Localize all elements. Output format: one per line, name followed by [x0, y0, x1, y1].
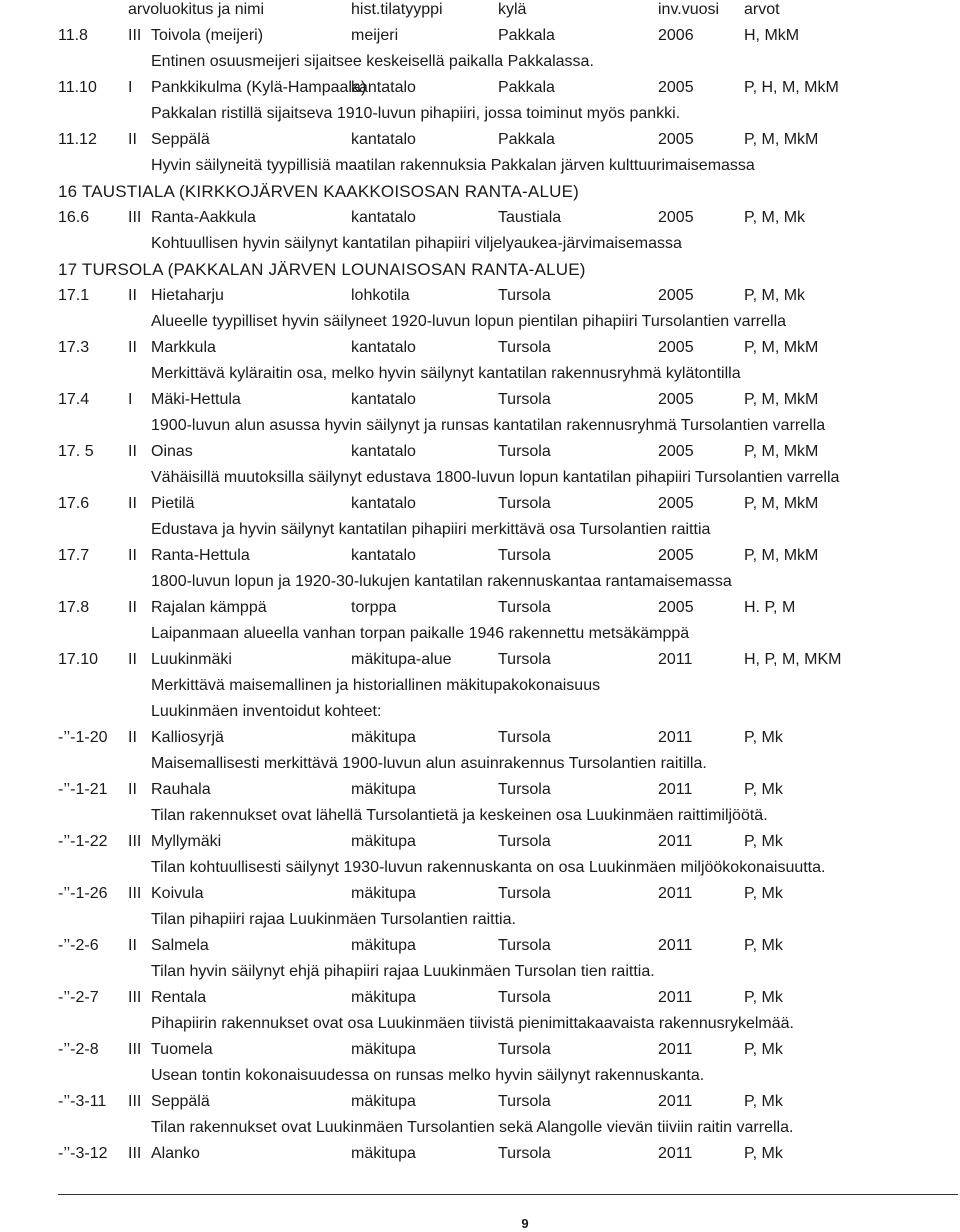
entry-id: -’’-1-26	[58, 885, 108, 902]
entry-year: 2011	[658, 1145, 693, 1162]
header-name: arvoluokitus ja nimi	[128, 1, 265, 18]
entry-village: Tursola	[498, 547, 551, 564]
entry-class: II	[128, 651, 137, 668]
entry-class: III	[128, 27, 142, 44]
entry-name: Seppälä	[151, 1093, 210, 1110]
entry-description: Laipanmaan alueella vanhan torpan paikalle 1946 rakennettu metsäkämppä	[151, 625, 690, 642]
entry-description: Hyvin säilyneitä tyypillisiä maatilan rakennuksia Pakkalan järven kulttuurimaisemassa	[151, 157, 755, 174]
entry-description: Kohtuullisen hyvin säilynyt kantatilan pihapiiri viljelyaukea-järvimaisemassa	[151, 235, 682, 252]
entry-name: Seppälä	[151, 131, 210, 148]
entry-name: Hietaharju	[151, 287, 224, 304]
entry-type: mäkitupa	[351, 1041, 416, 1058]
entry-values: P, Mk	[744, 885, 783, 902]
entry-values: P, M, MkM	[744, 443, 819, 460]
entry-village: Tursola	[498, 885, 551, 902]
entry-values: P, M, Mk	[744, 287, 806, 304]
entry-type: kantatalo	[351, 79, 416, 96]
entry-village: Tursola	[498, 729, 551, 746]
entry-description: 1800-luvun lopun ja 1920-30-lukujen kantatilan rakennuskantaa rantamaisemassa	[151, 573, 732, 590]
entry-village: Tursola	[498, 391, 551, 408]
entry-values: P, Mk	[744, 1041, 783, 1058]
entry-description: Pihapiirin rakennukset ovat osa Luukinmäen tiivistä pienimittakaavaista rakennusrykelmää.	[151, 1015, 794, 1032]
entry-village: Taustiala	[498, 209, 562, 226]
entry-class: I	[128, 391, 133, 408]
entry-row	[0, 205, 960, 231]
entry-id: 17.1	[58, 287, 90, 304]
entry-type: mäkitupa	[351, 885, 416, 902]
entry-values: H, MkM	[744, 27, 800, 44]
entry-class: II	[128, 781, 137, 798]
entry-type: kantatalo	[351, 339, 416, 356]
entry-year: 2005	[658, 391, 694, 408]
entry-name: Tuomela	[151, 1041, 213, 1058]
entry-values: P, M, MkM	[744, 391, 819, 408]
entry-year: 2005	[658, 131, 694, 148]
entry-village: Tursola	[498, 443, 551, 460]
entry-values: P, M, MkM	[744, 495, 819, 512]
entry-class: II	[128, 287, 137, 304]
entry-type: kantatalo	[351, 443, 416, 460]
entry-id: -’’-1-21	[58, 781, 108, 798]
entry-village: Tursola	[498, 937, 551, 954]
entry-id: 17.8	[58, 599, 90, 616]
entry-type: mäkitupa	[351, 729, 416, 746]
entry-row	[0, 387, 960, 413]
entry-type: mäkitupa	[351, 833, 416, 850]
entry-description: Tilan pihapiiri rajaa Luukinmäen Tursolantien raittia.	[151, 911, 516, 928]
entry-class: III	[128, 989, 142, 1006]
entry-description: Luukinmäen inventoidut kohteet:	[151, 703, 382, 720]
entry-id: -’’-2-6	[58, 937, 99, 954]
entry-row	[0, 777, 960, 803]
entry-year: 2005	[658, 547, 694, 564]
entry-row	[0, 725, 960, 751]
entry-row	[0, 647, 960, 673]
entry-name: Ranta-Aakkula	[151, 209, 256, 226]
entry-village: Tursola	[498, 1145, 551, 1162]
entry-id: 17.7	[58, 547, 90, 564]
entry-values: P, M, MkM	[744, 339, 819, 356]
entry-id: 16.6	[58, 209, 90, 226]
entry-type: kantatalo	[351, 495, 416, 512]
entry-year: 2011	[658, 937, 693, 954]
entry-name: Rajalan kämppä	[151, 599, 267, 616]
entry-village: Tursola	[498, 1093, 551, 1110]
entry-row	[0, 283, 960, 309]
entry-row	[0, 127, 960, 153]
entry-id: 17.10	[58, 651, 99, 668]
entry-description: Usean tontin kokonaisuudessa on runsas melko hyvin säilynyt rakennuskanta.	[151, 1067, 705, 1084]
entry-name: Markkula	[151, 339, 216, 356]
entry-id: 17.4	[58, 391, 90, 408]
entry-description: Pakkalan ristillä sijaitseva 1910-luvun pihapiiri, jossa toiminut myös pankki.	[151, 105, 681, 122]
entry-village: Pakkala	[498, 131, 555, 148]
entry-class: I	[128, 79, 133, 96]
entry-description: Merkittävä maisemallinen ja historiallinen mäkitupakokonaisuus	[151, 677, 601, 694]
entry-type: kantatalo	[351, 131, 416, 148]
entry-year: 2011	[658, 833, 693, 850]
header-values: arvot	[744, 1, 780, 18]
entry-name: Salmela	[151, 937, 209, 954]
entry-type: kantatalo	[351, 391, 416, 408]
entry-village: Pakkala	[498, 27, 555, 44]
entry-values: P, Mk	[744, 729, 783, 746]
entry-name: Oinas	[151, 443, 193, 460]
entry-id: 11.8	[58, 27, 88, 44]
entry-description: Tilan rakennukset ovat lähellä Tursolantietä ja keskeinen osa Luukinmäen raittimiljöötä.	[151, 807, 768, 824]
entry-row	[0, 1141, 960, 1167]
entry-description: Alueelle tyypilliset hyvin säilyneet 1920-luvun lopun pientilan pihapiiri Tursolantien varrella	[151, 313, 787, 330]
entry-name: Myllymäki	[151, 833, 222, 850]
entry-type: mäkitupa	[351, 1145, 416, 1162]
entry-description: 1900-luvun alun asussa hyvin säilynyt ja runsas kantatilan rakennusryhmä Tursolantien varrella	[151, 417, 826, 434]
entry-type: mäkitupa	[351, 937, 416, 954]
entry-type: kantatalo	[351, 547, 416, 564]
entry-year: 2006	[658, 27, 694, 44]
entry-type: torppa	[351, 599, 397, 616]
entry-type: mäkitupa	[351, 1093, 416, 1110]
entry-row	[0, 595, 960, 621]
entry-class: II	[128, 599, 137, 616]
entry-class: III	[128, 1145, 142, 1162]
entry-village: Tursola	[498, 781, 551, 798]
entry-row	[0, 439, 960, 465]
entry-row	[0, 491, 960, 517]
entry-description: Tilan kohtuullisesti säilynyt 1930-luvun rakennuskanta on osa Luukinmäen miljöökokonaisuutta.	[151, 859, 826, 876]
entry-type: kantatalo	[351, 209, 416, 226]
entry-id: 17.6	[58, 495, 90, 512]
entry-village: Tursola	[498, 1041, 551, 1058]
entry-name: Rauhala	[151, 781, 211, 798]
entry-id: -’’-3-12	[58, 1145, 108, 1162]
entry-name: Pankkikulma (Kylä-Hampaala)	[151, 79, 367, 96]
entry-name: Rentala	[151, 989, 207, 1006]
entry-id: -’’-1-20	[58, 729, 108, 746]
header-year: inv.vuosi	[658, 1, 720, 18]
entry-name: Pietilä	[151, 495, 195, 512]
entry-name: Alanko	[151, 1145, 200, 1162]
entry-row	[0, 1037, 960, 1063]
entry-type: lohkotila	[351, 287, 410, 304]
entry-year: 2011	[658, 989, 693, 1006]
entry-values: P, Mk	[744, 989, 783, 1006]
entry-year: 2005	[658, 339, 694, 356]
page-number: 9	[521, 1216, 529, 1231]
entry-name: Koivula	[151, 885, 204, 902]
entry-row	[0, 881, 960, 907]
entry-year: 2011	[658, 885, 693, 902]
entry-year: 2011	[658, 781, 693, 798]
entry-row	[0, 75, 960, 101]
entry-description: Vähäisillä muutoksilla säilynyt edustava 1800-luvun lopun kantatilan pihapiiri Tursolantien varrella	[151, 469, 840, 486]
entry-id: -’’-1-22	[58, 833, 108, 850]
entry-values: P, M, Mk	[744, 209, 806, 226]
entry-year: 2005	[658, 495, 694, 512]
entry-village: Tursola	[498, 339, 551, 356]
entry-class: III	[128, 1041, 142, 1058]
section-heading: 17 TURSOLA (PAKKALAN JÄRVEN LOUNAISOSAN RANTA-ALUE)	[58, 260, 586, 279]
entry-class: III	[128, 833, 142, 850]
entry-values: P, H, M, MkM	[744, 79, 839, 96]
entry-description: Maisemallisesti merkittävä 1900-luvun alun asuinrakennus Tursolantien raitilla.	[151, 755, 707, 772]
entry-values: P, Mk	[744, 1093, 783, 1110]
entry-name: Mäki-Hettula	[151, 391, 241, 408]
entry-description: Tilan hyvin säilynyt ehjä pihapiiri rajaa Luukinmäen Tursolan tien raittia.	[151, 963, 655, 980]
entry-name: Ranta-Hettula	[151, 547, 250, 564]
footer-divider	[58, 1194, 958, 1195]
entry-class: II	[128, 547, 137, 564]
header-village: kylä	[498, 1, 527, 18]
entry-id: 11.12	[58, 131, 97, 148]
entry-description: Edustava ja hyvin säilynyt kantatilan pihapiiri merkittävä osa Tursolantien raittia	[151, 521, 711, 538]
entry-year: 2011	[658, 729, 693, 746]
entry-values: P, M, MkM	[744, 547, 819, 564]
entry-class: III	[128, 1093, 142, 1110]
entry-values: H. P, M	[744, 599, 796, 616]
table-header	[0, 0, 960, 23]
entry-village: Tursola	[498, 651, 551, 668]
entry-village: Pakkala	[498, 79, 555, 96]
entry-description: Entinen osuusmeijeri sijaitsee keskeisellä paikalla Pakkalassa.	[151, 53, 594, 70]
entry-id: -’’-2-7	[58, 989, 99, 1006]
entry-class: III	[128, 885, 142, 902]
entry-values: P, Mk	[744, 781, 783, 798]
entry-values: P, Mk	[744, 1145, 783, 1162]
entry-values: H, P, M, MKM	[744, 651, 842, 668]
entry-village: Tursola	[498, 599, 551, 616]
entry-year: 2011	[658, 651, 693, 668]
entry-row	[0, 335, 960, 361]
entry-name: Kalliosyrjä	[151, 729, 224, 746]
entry-name: Luukinmäki	[151, 651, 232, 668]
entry-year: 2005	[658, 443, 694, 460]
entry-year: 2005	[658, 209, 694, 226]
entry-type: mäkitupa	[351, 781, 416, 798]
entry-year: 2011	[658, 1093, 693, 1110]
entry-class: III	[128, 209, 142, 226]
entry-class: II	[128, 339, 137, 356]
entry-values: P, M, MkM	[744, 131, 819, 148]
entry-class: II	[128, 937, 137, 954]
entry-row	[0, 1089, 960, 1115]
entry-village: Tursola	[498, 989, 551, 1006]
entry-id: 17. 5	[58, 443, 94, 460]
entry-row	[0, 985, 960, 1011]
entry-id: 17.3	[58, 339, 90, 356]
entry-village: Tursola	[498, 287, 551, 304]
entry-type: meijeri	[351, 27, 399, 44]
entry-class: II	[128, 495, 137, 512]
entry-id: -’’-3-11	[58, 1093, 107, 1110]
entry-type: mäkitupa	[351, 989, 416, 1006]
entry-values: P, Mk	[744, 833, 783, 850]
entry-year: 2005	[658, 79, 694, 96]
entry-year: 2011	[658, 1041, 693, 1058]
section-heading: 16 TAUSTIALA (KIRKKOJÄRVEN KAAKKOISOSAN RANTA-ALUE)	[58, 182, 579, 201]
entry-year: 2005	[658, 287, 694, 304]
entry-year: 2005	[658, 599, 694, 616]
entry-class: II	[128, 443, 137, 460]
entry-id: 11.10	[58, 79, 97, 96]
entry-description: Merkittävä kyläraitin osa, melko hyvin säilynyt kantatilan rakennusryhmä kylätontilla	[151, 365, 741, 382]
entry-village: Tursola	[498, 833, 551, 850]
entry-values: P, Mk	[744, 937, 783, 954]
entry-village: Tursola	[498, 495, 551, 512]
entry-row	[0, 543, 960, 569]
entry-class: II	[128, 729, 137, 746]
entry-row	[0, 23, 960, 49]
entry-id: -’’-2-8	[58, 1041, 99, 1058]
entry-row	[0, 933, 960, 959]
entry-type: mäkitupa-alue	[351, 651, 452, 668]
entry-row	[0, 829, 960, 855]
entry-name: Toivola (meijeri)	[151, 27, 264, 44]
header-type: hist.tilatyyppi	[351, 1, 443, 18]
entry-description: Tilan rakennukset ovat Luukinmäen Tursolantien sekä Alangolle vievän tiiviin raitin varrella.	[151, 1119, 794, 1136]
entry-class: II	[128, 131, 137, 148]
